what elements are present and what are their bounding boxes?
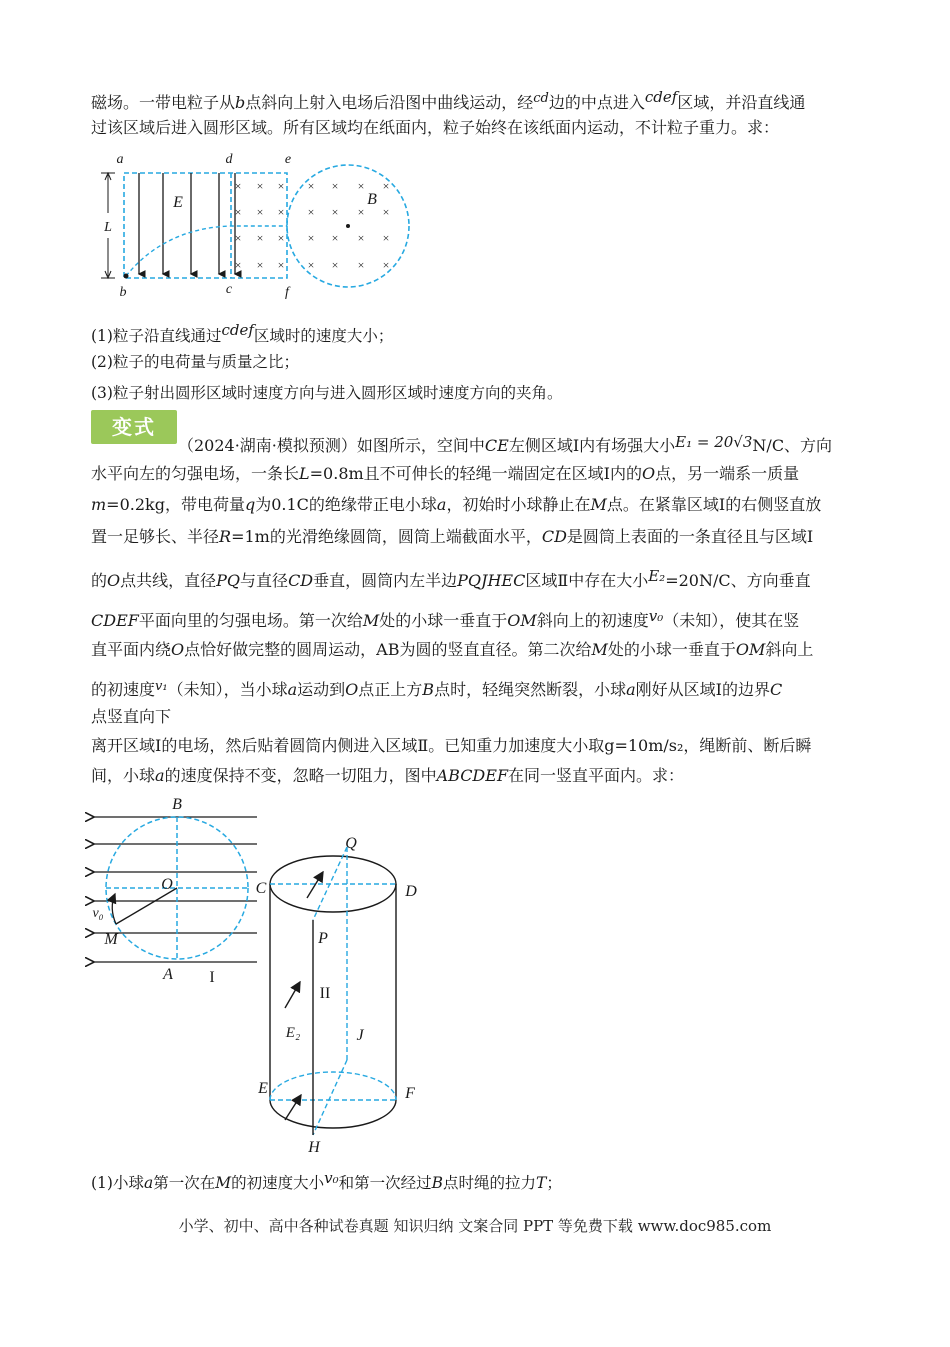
point-b-dot <box>124 274 129 279</box>
symbol-om: OM <box>507 611 537 630</box>
variant-badge <box>91 410 177 444</box>
text: 磁场。一带电粒子从 <box>91 93 236 112</box>
variant-line-3 <box>91 495 821 515</box>
symbol-abcdef: ABCDEF <box>436 766 509 785</box>
svg-text:×: × <box>382 231 390 245</box>
cylinder <box>270 847 396 1135</box>
text: (1)粒子沿直线通过 <box>91 327 222 345</box>
symbol-cdef: cdef <box>221 321 254 339</box>
svg-text:×: × <box>357 205 365 219</box>
symbol-m-point: M <box>362 611 380 630</box>
symbol-v1: v₁ <box>155 679 168 694</box>
svg-text:×: × <box>234 205 242 219</box>
text: 平面向里的匀强电场。第一次给 <box>138 611 363 630</box>
svg-text:×: × <box>307 205 315 219</box>
text: 点，另一端系一质量 <box>655 464 800 483</box>
svg-text:×: × <box>234 179 242 193</box>
symbol-m-point: M <box>590 495 607 514</box>
symbol-q: q <box>244 495 256 514</box>
text: =1m的光滑绝缘圆筒，圆筒上端截面水平， <box>231 527 542 546</box>
text: 点时绳的拉力 <box>443 1174 537 1192</box>
text: 在同一竖直平面内。求： <box>508 766 685 785</box>
svg-text:×: × <box>277 231 285 245</box>
text: 与直径 <box>240 571 289 590</box>
arc-v0 <box>112 894 116 924</box>
label-e: E <box>258 1080 268 1097</box>
svg-text:×: × <box>256 258 264 272</box>
svg-text:×: × <box>256 205 264 219</box>
svg-text:×: × <box>331 258 339 272</box>
text: ，初始时小球静止在 <box>446 495 591 514</box>
label-a: A <box>163 966 173 983</box>
svg-text:×: × <box>277 179 285 193</box>
svg-text:×: × <box>277 258 285 272</box>
text: ； <box>546 1174 562 1192</box>
svg-text:×: × <box>357 258 365 272</box>
label-b: b <box>119 285 127 300</box>
text: 点正上方 <box>358 680 423 699</box>
label-region-1: I <box>209 969 215 986</box>
text: 为0.1C的绝缘带正电小球 <box>255 495 437 514</box>
label-b: B <box>172 796 182 813</box>
question-1 <box>91 320 393 346</box>
text: 区域Ⅱ中存在大小 <box>525 571 649 590</box>
variant-line-1 <box>178 432 832 456</box>
variant-line-6 <box>91 606 799 631</box>
svg-text:×: × <box>234 231 242 245</box>
text: （未知），使其在竖 <box>663 611 800 630</box>
text: 的 <box>91 571 108 590</box>
svg-text:×: × <box>307 179 315 193</box>
label-p: P <box>318 930 328 947</box>
text: 第一次在 <box>153 1174 216 1192</box>
symbol-cd: CD <box>541 527 567 546</box>
symbol-m-point: M <box>215 1174 232 1192</box>
text: 区域，并沿直线通 <box>677 93 806 112</box>
text: 的初速度大小 <box>231 1174 325 1192</box>
intro-line-2: 过该区域后进入圆形区域。所有区域均在纸面内，粒子始终在该纸面内运动，不计粒子重力。求： <box>91 118 780 137</box>
badge-label: 变式 <box>112 415 156 439</box>
symbol-c: C <box>769 680 783 699</box>
symbol-b: B <box>431 1174 444 1192</box>
svg-text:×: × <box>277 205 285 219</box>
label-e: e <box>284 152 292 167</box>
intro-line-1 <box>91 87 805 113</box>
text: 的速度保持不变，忽略一切阻力，图中 <box>164 766 437 785</box>
label-c: C <box>255 880 267 897</box>
label-j: J <box>356 1027 364 1044</box>
label-a: a <box>116 152 124 167</box>
text: 点。在紧靠区域Ⅰ的右侧竖直放 <box>606 495 822 514</box>
text: 斜向上 <box>765 640 814 659</box>
symbol-b: b <box>235 93 246 112</box>
symbol-cd: cd <box>533 91 549 106</box>
label-e2: E₂ <box>285 1025 301 1041</box>
text: 置一足够长、半径 <box>91 527 220 546</box>
svg-text:×: × <box>256 179 264 193</box>
symbol-l: L <box>299 464 310 483</box>
label-d: d <box>225 152 233 167</box>
label-q: Q <box>345 835 357 852</box>
svg-text:×: × <box>307 231 315 245</box>
text: 左侧区域Ⅰ内有场强大小 <box>508 436 676 455</box>
symbol-ce: CE <box>484 436 509 455</box>
variant-line-9: 点竖直向下 <box>91 707 172 726</box>
symbol-a: a <box>287 680 298 699</box>
symbol-o: O <box>171 640 185 659</box>
svg-text:×: × <box>331 231 339 245</box>
text: N/C、方向 <box>752 436 833 455</box>
text: 水平向左的匀强电场，一条长 <box>91 464 300 483</box>
text: 的初速度 <box>91 680 156 699</box>
symbol-t: T <box>536 1174 547 1192</box>
symbol-a: a <box>436 495 447 514</box>
symbol-o: O <box>107 571 121 590</box>
symbol-om: OM <box>735 640 766 659</box>
symbol-v0: v₀ <box>324 1169 339 1187</box>
text: 间，小球 <box>91 766 156 785</box>
variant-line-5 <box>91 566 811 591</box>
symbol-m: m <box>91 495 107 514</box>
svg-text:×: × <box>382 179 390 193</box>
symbol-o: O <box>642 464 656 483</box>
text: =20N/C、方向垂直 <box>665 571 811 590</box>
symbol-a: a <box>155 766 165 785</box>
symbol-a: a <box>143 1174 154 1192</box>
text: 斜向上的初速度 <box>536 611 649 630</box>
text: 和第一次经过 <box>338 1174 432 1192</box>
label-field-e: E <box>173 194 183 211</box>
label-l: L <box>104 220 112 235</box>
text: 刚好从区域Ⅰ的边界 <box>635 680 770 699</box>
text: 点恰好做完整的圆周运动，AB为圆的竖直直径。第二次给 <box>184 640 592 659</box>
label-v0: v₀ <box>92 906 104 921</box>
figure-1 <box>95 148 425 300</box>
symbol-pqjhec: PQJHEC <box>457 571 526 590</box>
symbol-a: a <box>626 680 636 699</box>
variant-line-10: 离开区域Ⅰ的电场，然后贴着圆筒内侧进入区域Ⅱ。已知重力加速度大小取g=10m/s₂，绳断前、断后瞬 <box>91 736 812 755</box>
svg-text:×: × <box>234 258 242 272</box>
label-field-b: B <box>367 191 377 208</box>
svg-text:×: × <box>382 205 390 219</box>
label-f: f <box>285 285 289 300</box>
label-region-2: II <box>319 985 331 1002</box>
label-h: H <box>308 1139 320 1155</box>
text: 点共线，直径 <box>120 571 217 590</box>
variant-line-11 <box>91 766 684 786</box>
symbol-r: R <box>219 527 232 546</box>
symbol-e2: E₂ <box>648 567 666 585</box>
svg-text:×: × <box>256 231 264 245</box>
text: (1)小球 <box>91 1174 144 1192</box>
symbol-v0: v₀ <box>648 607 664 625</box>
text: 点斜向上射入电场后沿图中曲线运动，经 <box>245 93 534 112</box>
figure-2 <box>85 790 435 1155</box>
label-m: M <box>104 931 118 948</box>
question-3: (3)粒子射出圆形区域时速度方向与进入圆形区域时速度方向的夹角。 <box>91 384 563 402</box>
symbol-cdef: CDEF <box>91 611 139 630</box>
variant-line-4 <box>91 527 813 547</box>
rope-om <box>116 888 177 924</box>
text: 点时，轻绳突然断裂，小球 <box>434 680 627 699</box>
text: （未知），当小球 <box>167 680 288 699</box>
text: 处的小球一垂直于 <box>379 611 508 630</box>
text: 区域时的速度大小； <box>253 327 394 345</box>
question-2: (2)粒子的电荷量与质量之比； <box>91 353 299 371</box>
label-f: F <box>405 1085 415 1102</box>
text: 是圆筒上表面的一条直径且与区域Ⅰ <box>566 527 814 546</box>
text: 运动到 <box>297 680 346 699</box>
symbol-pq: PQ <box>216 571 241 590</box>
variant-question-1 <box>91 1168 562 1193</box>
variant-line-7 <box>91 640 813 660</box>
text: 边的中点进入 <box>548 93 645 112</box>
page-footer: 小学、初中、高中各种试卷真题 知识归纳 文案合同 PPT 等免费下载 www.doc985.com <box>178 1217 772 1235</box>
symbol-e1: E₁ = 20√3 <box>675 433 753 451</box>
svg-text:×: × <box>331 205 339 219</box>
text: 处的小球一垂直于 <box>607 640 736 659</box>
text: =0.2kg，带电荷量 <box>106 495 245 514</box>
variant-line-2 <box>91 464 799 484</box>
svg-text:×: × <box>357 179 365 193</box>
label-c: c <box>225 282 233 297</box>
label-d: D <box>405 883 417 900</box>
symbol-b: B <box>422 680 435 699</box>
label-o: O <box>161 876 173 893</box>
symbol-cdef: cdef <box>644 88 678 106</box>
svg-text:×: × <box>357 231 365 245</box>
text: 垂直，圆筒内左半边 <box>313 571 458 590</box>
symbol-o: O <box>345 680 359 699</box>
circle-center-dot <box>346 224 350 228</box>
variant-line-8 <box>91 677 782 700</box>
svg-text:×: × <box>307 258 315 272</box>
svg-text:×: × <box>382 258 390 272</box>
text: （2024·湖南·模拟预测）如图所示，空间中 <box>178 436 485 455</box>
symbol-cd: CD <box>288 571 314 590</box>
svg-text:×: × <box>331 179 339 193</box>
text: 直平面内绕 <box>91 640 172 659</box>
text: =0.8m且不可伸长的轻绳一端固定在区域I内的 <box>309 464 642 483</box>
symbol-m-point: M <box>591 640 608 659</box>
field-lines <box>139 173 235 274</box>
